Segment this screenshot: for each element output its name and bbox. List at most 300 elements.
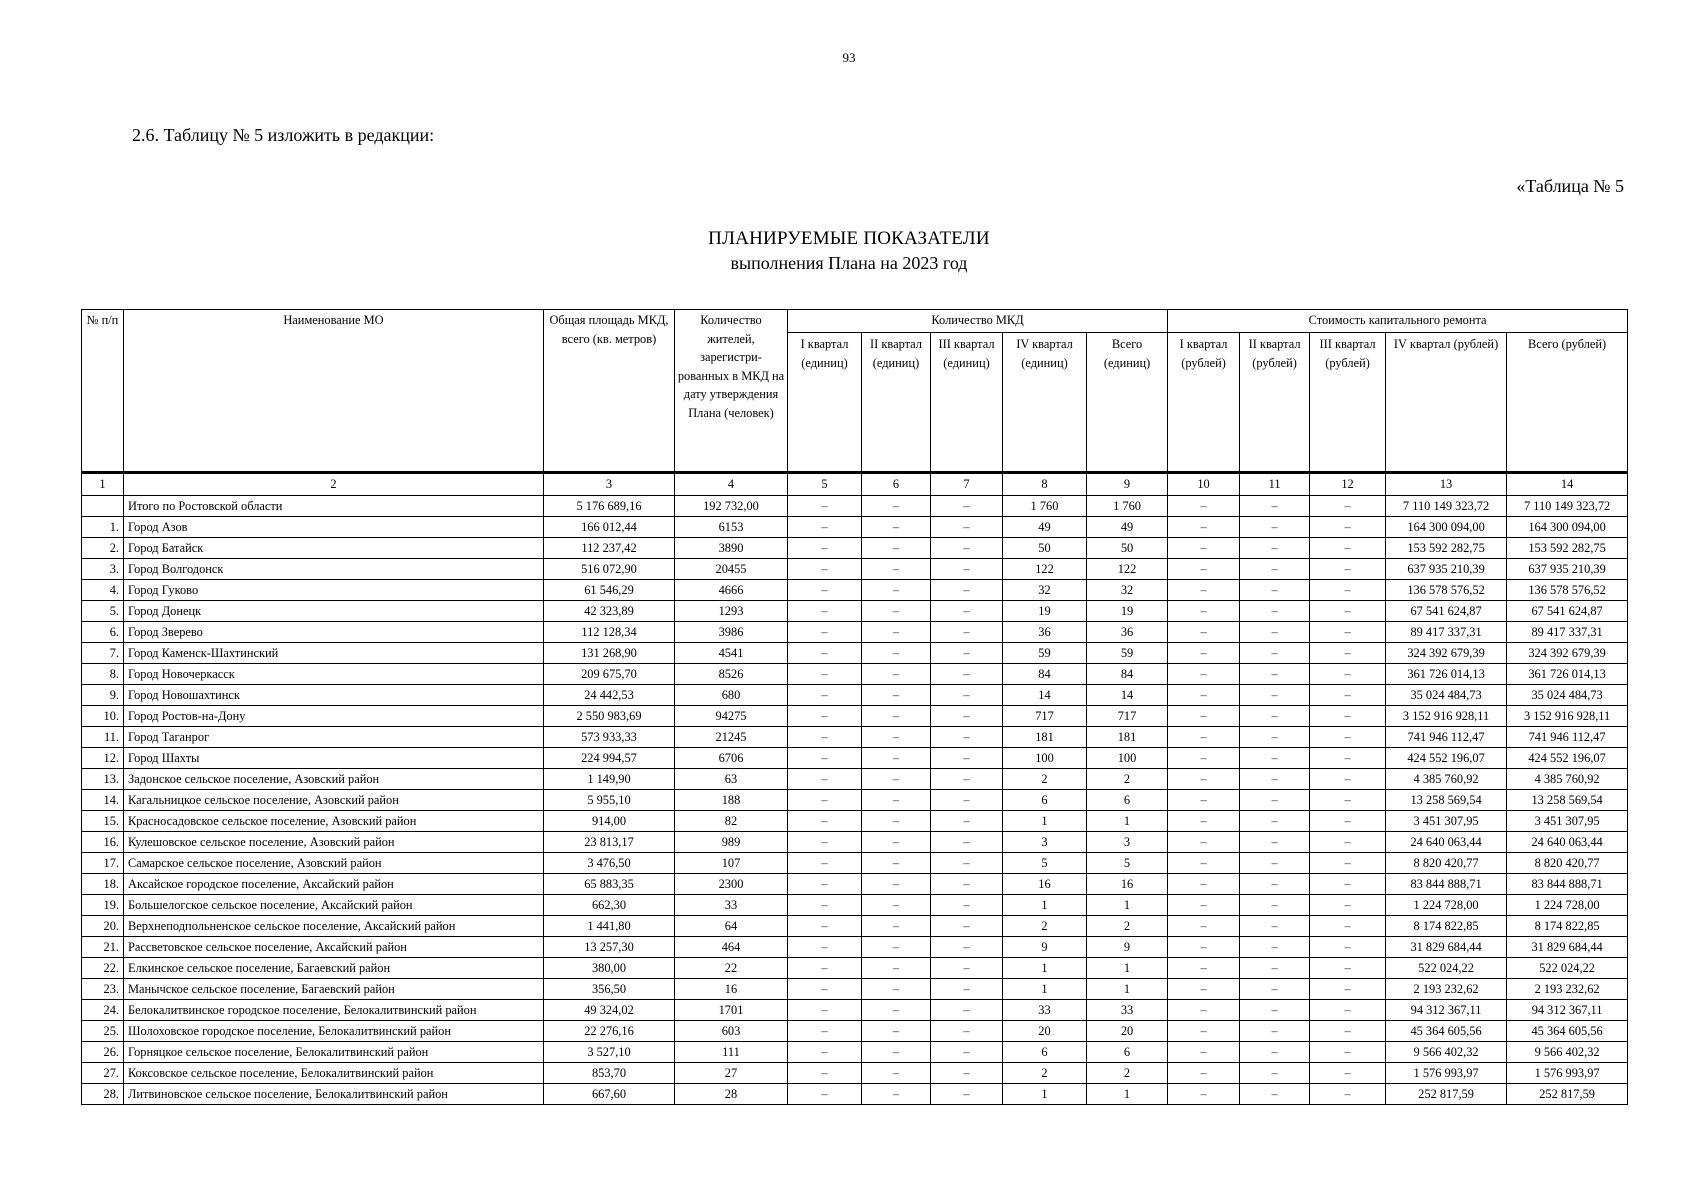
cell-c1: – xyxy=(1168,1021,1240,1042)
cell-c2: – xyxy=(1240,643,1310,664)
cell-q1: – xyxy=(788,685,862,706)
cell-ctotal: 35 024 484,73 xyxy=(1507,685,1628,706)
cell-c1: – xyxy=(1168,853,1240,874)
cell-q4: 14 xyxy=(1003,685,1087,706)
cell-c1: – xyxy=(1168,769,1240,790)
cell-residents: 111 xyxy=(675,1042,788,1063)
cell-c2: – xyxy=(1240,706,1310,727)
cell-q2: – xyxy=(862,853,931,874)
cell-c4: 153 592 282,75 xyxy=(1386,538,1507,559)
cell-area: 3 527,10 xyxy=(544,1042,675,1063)
cell-q2: – xyxy=(862,559,931,580)
cell-ctotal: 13 258 569,54 xyxy=(1507,790,1628,811)
cell-q1: – xyxy=(788,979,862,1000)
table-heading xyxy=(0,228,1698,274)
cell-q4: 122 xyxy=(1003,559,1087,580)
cell-q4: 33 xyxy=(1003,1000,1087,1021)
cell-c2: – xyxy=(1240,958,1310,979)
cell-num: 15. xyxy=(82,811,124,832)
cell-c1: – xyxy=(1168,1042,1240,1063)
cell-c4: 9 566 402,32 xyxy=(1386,1042,1507,1063)
cell-q1: – xyxy=(788,748,862,769)
cell-c1: – xyxy=(1168,979,1240,1000)
cell-residents: 989 xyxy=(675,832,788,853)
cell-c4: 136 578 576,52 xyxy=(1386,580,1507,601)
cell-name: Белокалитвинское городское поселение, Белокалитвинский район xyxy=(124,1000,544,1021)
cell-area: 573 933,33 xyxy=(544,727,675,748)
cell-c4: 1 224 728,00 xyxy=(1386,895,1507,916)
cell-name: Город Шахты xyxy=(124,748,544,769)
header-area: Общая площадь МКД, всего (кв. метров) xyxy=(544,310,675,473)
cell-q2: – xyxy=(862,958,931,979)
table-row xyxy=(82,685,1628,706)
table-row xyxy=(82,832,1628,853)
cell-ctotal: 741 946 112,47 xyxy=(1507,727,1628,748)
cell-q2: – xyxy=(862,538,931,559)
table-row xyxy=(82,1063,1628,1084)
cell-area: 23 813,17 xyxy=(544,832,675,853)
cell-q3: – xyxy=(931,1000,1003,1021)
cell-q2: – xyxy=(862,937,931,958)
cell-c3: – xyxy=(1310,517,1386,538)
cell-total: 1 xyxy=(1087,1084,1168,1105)
cell-q3: – xyxy=(931,643,1003,664)
cell-c3: – xyxy=(1310,1063,1386,1084)
cell-q2: – xyxy=(862,685,931,706)
cell-q3: – xyxy=(931,538,1003,559)
cell-total: 122 xyxy=(1087,559,1168,580)
cell-name: Литвиновское сельское поселение, Белокалитвинский район xyxy=(124,1084,544,1105)
cell-q1: – xyxy=(788,1084,862,1105)
cell-c4: 522 024,22 xyxy=(1386,958,1507,979)
cell-q4: 6 xyxy=(1003,1042,1087,1063)
cell-total: 59 xyxy=(1087,643,1168,664)
cell-c1: – xyxy=(1168,706,1240,727)
cell-area: 166 012,44 xyxy=(544,517,675,538)
cell-c1: – xyxy=(1168,1084,1240,1105)
cell-q1: – xyxy=(788,496,862,517)
table-row xyxy=(82,958,1628,979)
cell-residents: 6706 xyxy=(675,748,788,769)
table-subtitle: выполнения Плана на 2023 год xyxy=(730,253,968,273)
cell-q2: – xyxy=(862,1042,931,1063)
cell-c1: – xyxy=(1168,496,1240,517)
cell-ctotal: 67 541 624,87 xyxy=(1507,601,1628,622)
cell-q4: 100 xyxy=(1003,748,1087,769)
table-row xyxy=(82,895,1628,916)
cell-residents: 6153 xyxy=(675,517,788,538)
cell-c4: 7 110 149 323,72 xyxy=(1386,496,1507,517)
cell-q2: – xyxy=(862,496,931,517)
indicators-table xyxy=(81,309,1628,1105)
cell-area: 65 883,35 xyxy=(544,874,675,895)
cell-q1: – xyxy=(788,1000,862,1021)
cell-c4: 3 451 307,95 xyxy=(1386,811,1507,832)
cell-q1: – xyxy=(788,559,862,580)
cell-total: 100 xyxy=(1087,748,1168,769)
cell-ctotal: 522 024,22 xyxy=(1507,958,1628,979)
cell-q2: – xyxy=(862,1000,931,1021)
cell-q4: 50 xyxy=(1003,538,1087,559)
cell-c2: – xyxy=(1240,685,1310,706)
table-row xyxy=(82,1084,1628,1105)
total-row xyxy=(82,496,1628,517)
cell-c4: 637 935 210,39 xyxy=(1386,559,1507,580)
header-residents: Количество жителей, зарегистри-рованных в МКД на дату утверждения Плана (человек) xyxy=(675,310,788,473)
cell-c4: 741 946 112,47 xyxy=(1386,727,1507,748)
cell-num: 6. xyxy=(82,622,124,643)
cell-total: 2 xyxy=(1087,916,1168,937)
cell-c4: 4 385 760,92 xyxy=(1386,769,1507,790)
cell-c4: 3 152 916 928,11 xyxy=(1386,706,1507,727)
cell-c1: – xyxy=(1168,958,1240,979)
cell-c2: – xyxy=(1240,853,1310,874)
cell-q2: – xyxy=(862,517,931,538)
column-number: 14 xyxy=(1507,473,1628,496)
cell-c3: – xyxy=(1310,895,1386,916)
cell-q3: – xyxy=(931,727,1003,748)
cell-c1: – xyxy=(1168,790,1240,811)
cell-ctotal: 31 829 684,44 xyxy=(1507,937,1628,958)
cell-q2: – xyxy=(862,706,931,727)
cell-num: 4. xyxy=(82,580,124,601)
cell-ctotal: 4 385 760,92 xyxy=(1507,769,1628,790)
cell-q4: 19 xyxy=(1003,601,1087,622)
cell-q3: – xyxy=(931,601,1003,622)
cell-residents: 8526 xyxy=(675,664,788,685)
table-row xyxy=(82,811,1628,832)
cell-c1: – xyxy=(1168,1063,1240,1084)
cell-q4: 1 xyxy=(1003,811,1087,832)
cell-c1: – xyxy=(1168,874,1240,895)
header-num: № п/п xyxy=(82,310,124,473)
cell-c4: 1 576 993,97 xyxy=(1386,1063,1507,1084)
cell-total: 1 xyxy=(1087,979,1168,1000)
cell-c1: – xyxy=(1168,580,1240,601)
table-row xyxy=(82,790,1628,811)
table-row xyxy=(82,916,1628,937)
cell-q1: – xyxy=(788,832,862,853)
cell-total: 33 xyxy=(1087,1000,1168,1021)
cell-area: 61 546,29 xyxy=(544,580,675,601)
cell-ctotal: 136 578 576,52 xyxy=(1507,580,1628,601)
cell-c3: – xyxy=(1310,790,1386,811)
cell-q3: – xyxy=(931,1084,1003,1105)
cell-c4: 424 552 196,07 xyxy=(1386,748,1507,769)
cell-c1: – xyxy=(1168,832,1240,853)
cell-c4: 8 820 420,77 xyxy=(1386,853,1507,874)
cell-c2: – xyxy=(1240,916,1310,937)
column-number: 9 xyxy=(1087,473,1168,496)
cell-ctotal: 7 110 149 323,72 xyxy=(1507,496,1628,517)
header-cost-q3: III квартал (рублей) xyxy=(1310,333,1386,473)
cell-area: 516 072,90 xyxy=(544,559,675,580)
cell-ctotal: 83 844 888,71 xyxy=(1507,874,1628,895)
cell-c1: – xyxy=(1168,937,1240,958)
cell-c4: 361 726 014,13 xyxy=(1386,664,1507,685)
column-number: 10 xyxy=(1168,473,1240,496)
intro-text: 2.6. Таблицу № 5 изложить в редакции: xyxy=(132,125,435,145)
cell-name: Аксайское городское поселение, Аксайский район xyxy=(124,874,544,895)
cell-q1: – xyxy=(788,517,862,538)
cell-c4: 164 300 094,00 xyxy=(1386,517,1507,538)
table-row xyxy=(82,601,1628,622)
cell-q1: – xyxy=(788,916,862,937)
cell-area: 112 128,34 xyxy=(544,622,675,643)
cell-q2: – xyxy=(862,1063,931,1084)
cell-total: 9 xyxy=(1087,937,1168,958)
header-mkd-q4: IV квартал (единиц) xyxy=(1003,333,1087,473)
cell-c2: – xyxy=(1240,874,1310,895)
cell-ctotal: 164 300 094,00 xyxy=(1507,517,1628,538)
cell-ctotal: 94 312 367,11 xyxy=(1507,1000,1628,1021)
cell-name: Город Зверево xyxy=(124,622,544,643)
header-mkd-q3: III квартал (единиц) xyxy=(931,333,1003,473)
cell-q3: – xyxy=(931,895,1003,916)
cell-name: Елкинское сельское поселение, Багаевский район xyxy=(124,958,544,979)
cell-c1: – xyxy=(1168,727,1240,748)
cell-q3: – xyxy=(931,958,1003,979)
header-cost-q1: I квартал (рублей) xyxy=(1168,333,1240,473)
cell-ctotal: 1 576 993,97 xyxy=(1507,1063,1628,1084)
cell-q4: 1 760 xyxy=(1003,496,1087,517)
cell-ctotal: 1 224 728,00 xyxy=(1507,895,1628,916)
cell-c4: 31 829 684,44 xyxy=(1386,937,1507,958)
cell-residents: 1293 xyxy=(675,601,788,622)
table-row xyxy=(82,1021,1628,1042)
cell-c2: – xyxy=(1240,1042,1310,1063)
cell-q3: – xyxy=(931,874,1003,895)
cell-ctotal: 8 820 420,77 xyxy=(1507,853,1628,874)
cell-q3: – xyxy=(931,580,1003,601)
cell-name: Горняцкое сельское поселение, Белокалитвинский район xyxy=(124,1042,544,1063)
cell-name: Город Гуково xyxy=(124,580,544,601)
table-row xyxy=(82,937,1628,958)
cell-area: 42 323,89 xyxy=(544,601,675,622)
cell-q2: – xyxy=(862,748,931,769)
column-number: 13 xyxy=(1386,473,1507,496)
cell-num: 8. xyxy=(82,664,124,685)
table-body xyxy=(82,496,1628,1105)
cell-num: 19. xyxy=(82,895,124,916)
cell-name: Город Батайск xyxy=(124,538,544,559)
cell-name: Коксовское сельское поселение, Белокалитвинский район xyxy=(124,1063,544,1084)
cell-c2: – xyxy=(1240,895,1310,916)
cell-name: Красносадовское сельское поселение, Азовский район xyxy=(124,811,544,832)
cell-q1: – xyxy=(788,853,862,874)
cell-c3: – xyxy=(1310,559,1386,580)
cell-name: Город Донецк xyxy=(124,601,544,622)
header-mkd-count: Количество МКД xyxy=(788,310,1168,333)
cell-residents: 4541 xyxy=(675,643,788,664)
cell-c2: – xyxy=(1240,664,1310,685)
cell-area: 1 441,80 xyxy=(544,916,675,937)
cell-c1: – xyxy=(1168,559,1240,580)
cell-name: Город Таганрог xyxy=(124,727,544,748)
cell-name: Верхнеподпольненское сельское поселение, Аксайский район xyxy=(124,916,544,937)
header-mkd-q1: I квартал (единиц) xyxy=(788,333,862,473)
cell-c2: – xyxy=(1240,727,1310,748)
cell-q1: – xyxy=(788,874,862,895)
table-row xyxy=(82,580,1628,601)
cell-ctotal: 45 364 605,56 xyxy=(1507,1021,1628,1042)
cell-c4: 83 844 888,71 xyxy=(1386,874,1507,895)
cell-c3: – xyxy=(1310,853,1386,874)
cell-ctotal: 361 726 014,13 xyxy=(1507,664,1628,685)
cell-q2: – xyxy=(862,769,931,790)
cell-q3: – xyxy=(931,937,1003,958)
cell-num xyxy=(82,496,124,517)
cell-q1: – xyxy=(788,937,862,958)
cell-c1: – xyxy=(1168,643,1240,664)
cell-residents: 28 xyxy=(675,1084,788,1105)
cell-c3: – xyxy=(1310,496,1386,517)
cell-residents: 20455 xyxy=(675,559,788,580)
cell-total: 1 xyxy=(1087,811,1168,832)
cell-q3: – xyxy=(931,979,1003,1000)
cell-residents: 63 xyxy=(675,769,788,790)
cell-c3: – xyxy=(1310,958,1386,979)
cell-q3: – xyxy=(931,832,1003,853)
table-row xyxy=(82,538,1628,559)
cell-q3: – xyxy=(931,748,1003,769)
cell-c3: – xyxy=(1310,916,1386,937)
cell-c3: – xyxy=(1310,727,1386,748)
cell-num: 21. xyxy=(82,937,124,958)
cell-name: Город Ростов-на-Дону xyxy=(124,706,544,727)
cell-area: 49 324,02 xyxy=(544,1000,675,1021)
table-row xyxy=(82,517,1628,538)
cell-c3: – xyxy=(1310,664,1386,685)
cell-name: Кулешовское сельское поселение, Азовский район xyxy=(124,832,544,853)
cell-c3: – xyxy=(1310,937,1386,958)
cell-c3: – xyxy=(1310,1084,1386,1105)
table-row xyxy=(82,622,1628,643)
table-title: ПЛАНИРУЕМЫЕ ПОКАЗАТЕЛИ xyxy=(708,228,990,249)
cell-q4: 5 xyxy=(1003,853,1087,874)
cell-q1: – xyxy=(788,769,862,790)
cell-name: Самарское сельское поселение, Азовский район xyxy=(124,853,544,874)
cell-num: 22. xyxy=(82,958,124,979)
cell-num: 14. xyxy=(82,790,124,811)
cell-c2: – xyxy=(1240,622,1310,643)
cell-q3: – xyxy=(931,664,1003,685)
cell-q4: 36 xyxy=(1003,622,1087,643)
cell-total: 1 xyxy=(1087,958,1168,979)
cell-area: 131 268,90 xyxy=(544,643,675,664)
header-cost-total: Всего (рублей) xyxy=(1507,333,1628,473)
cell-q4: 32 xyxy=(1003,580,1087,601)
cell-total: 2 xyxy=(1087,1063,1168,1084)
table-reference: «Таблица № 5 xyxy=(1516,176,1624,196)
cell-total: 16 xyxy=(1087,874,1168,895)
cell-total: 1 760 xyxy=(1087,496,1168,517)
cell-num: 1. xyxy=(82,517,124,538)
cell-q4: 1 xyxy=(1003,1084,1087,1105)
cell-q2: – xyxy=(862,811,931,832)
cell-q4: 49 xyxy=(1003,517,1087,538)
cell-ctotal: 153 592 282,75 xyxy=(1507,538,1628,559)
cell-c4: 94 312 367,11 xyxy=(1386,1000,1507,1021)
cell-c2: – xyxy=(1240,811,1310,832)
cell-residents: 27 xyxy=(675,1063,788,1084)
cell-c3: – xyxy=(1310,538,1386,559)
cell-total: 6 xyxy=(1087,790,1168,811)
cell-q2: – xyxy=(862,979,931,1000)
cell-c3: – xyxy=(1310,706,1386,727)
cell-area: 853,70 xyxy=(544,1063,675,1084)
cell-q3: – xyxy=(931,1063,1003,1084)
cell-name: Город Новошахтинск xyxy=(124,685,544,706)
cell-q4: 84 xyxy=(1003,664,1087,685)
cell-c1: – xyxy=(1168,748,1240,769)
cell-num: 16. xyxy=(82,832,124,853)
cell-total: 84 xyxy=(1087,664,1168,685)
cell-q4: 2 xyxy=(1003,769,1087,790)
cell-num: 26. xyxy=(82,1042,124,1063)
cell-num: 5. xyxy=(82,601,124,622)
cell-num: 17. xyxy=(82,853,124,874)
table-row xyxy=(82,643,1628,664)
cell-c4: 45 364 605,56 xyxy=(1386,1021,1507,1042)
cell-num: 2. xyxy=(82,538,124,559)
column-number: 11 xyxy=(1240,473,1310,496)
cell-c2: – xyxy=(1240,790,1310,811)
cell-residents: 82 xyxy=(675,811,788,832)
cell-q1: – xyxy=(788,538,862,559)
column-number: 2 xyxy=(124,473,544,496)
cell-c2: – xyxy=(1240,1084,1310,1105)
cell-q1: – xyxy=(788,1021,862,1042)
cell-q4: 16 xyxy=(1003,874,1087,895)
cell-num: 20. xyxy=(82,916,124,937)
cell-area: 224 994,57 xyxy=(544,748,675,769)
cell-residents: 188 xyxy=(675,790,788,811)
cell-q2: – xyxy=(862,916,931,937)
cell-ctotal: 89 417 337,31 xyxy=(1507,622,1628,643)
cell-total: 1 xyxy=(1087,895,1168,916)
cell-q3: – xyxy=(931,853,1003,874)
cell-num: 3. xyxy=(82,559,124,580)
table-row xyxy=(82,1042,1628,1063)
cell-q2: – xyxy=(862,727,931,748)
table-row xyxy=(82,1000,1628,1021)
cell-name: Задонское сельское поселение, Азовский район xyxy=(124,769,544,790)
cell-ctotal: 24 640 063,44 xyxy=(1507,832,1628,853)
cell-c2: – xyxy=(1240,937,1310,958)
cell-num: 11. xyxy=(82,727,124,748)
cell-c4: 252 817,59 xyxy=(1386,1084,1507,1105)
cell-c1: – xyxy=(1168,601,1240,622)
cell-residents: 464 xyxy=(675,937,788,958)
cell-c2: – xyxy=(1240,601,1310,622)
cell-q1: – xyxy=(788,958,862,979)
cell-c1: – xyxy=(1168,538,1240,559)
cell-ctotal: 8 174 822,85 xyxy=(1507,916,1628,937)
cell-residents: 3986 xyxy=(675,622,788,643)
cell-q4: 20 xyxy=(1003,1021,1087,1042)
cell-num: 10. xyxy=(82,706,124,727)
cell-q2: – xyxy=(862,895,931,916)
cell-residents: 22 xyxy=(675,958,788,979)
cell-residents: 192 732,00 xyxy=(675,496,788,517)
cell-q2: – xyxy=(862,1021,931,1042)
cell-area: 662,30 xyxy=(544,895,675,916)
cell-q4: 2 xyxy=(1003,1063,1087,1084)
table-row xyxy=(82,748,1628,769)
cell-residents: 64 xyxy=(675,916,788,937)
cell-c4: 324 392 679,39 xyxy=(1386,643,1507,664)
